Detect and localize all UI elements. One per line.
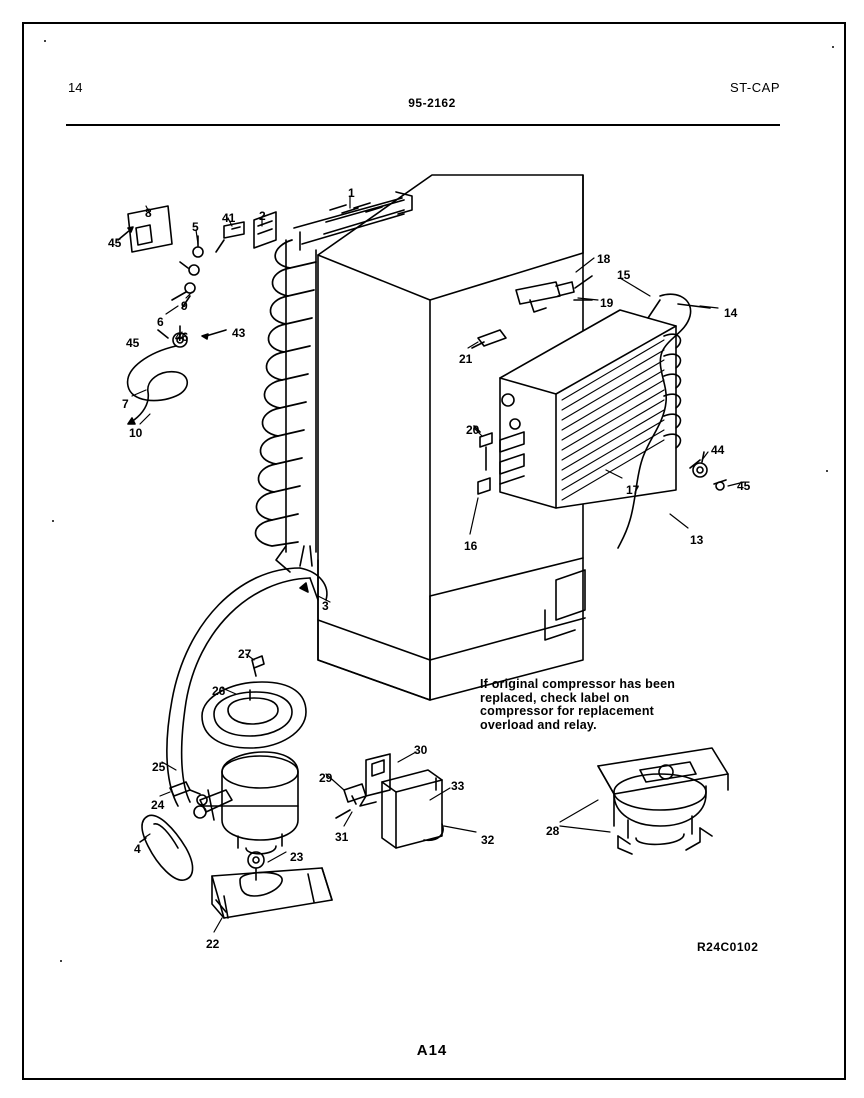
callout-2: 2 xyxy=(259,209,266,223)
callout-41: 41 xyxy=(222,211,236,225)
callout-26: 26 xyxy=(212,684,226,698)
callout-16: 16 xyxy=(464,539,478,553)
diagram-reference-code: R24C0102 xyxy=(697,940,759,954)
callout-27: 27 xyxy=(238,647,252,661)
callout-45-c: 45 xyxy=(737,479,751,493)
callout-4: 4 xyxy=(134,842,141,856)
callout-46: 46 xyxy=(175,330,189,344)
scan-speck xyxy=(832,46,834,48)
callout-1: 1 xyxy=(348,186,355,200)
callout-10: 10 xyxy=(129,426,143,440)
callout-45-b: 45 xyxy=(126,336,140,350)
callout-31: 31 xyxy=(335,830,349,844)
callout-7: 7 xyxy=(122,397,129,411)
callout-33: 33 xyxy=(451,779,465,793)
callout-6: 6 xyxy=(157,315,164,329)
callout-45-a: 45 xyxy=(108,236,122,250)
scan-speck xyxy=(826,470,828,472)
page-number-header: 14 xyxy=(68,80,83,95)
callout-32: 32 xyxy=(481,833,495,847)
scan-speck xyxy=(44,40,46,42)
callout-15: 15 xyxy=(617,268,631,282)
scan-speck xyxy=(52,520,54,522)
callout-17: 17 xyxy=(626,483,640,497)
manual-number: 95-2162 xyxy=(408,96,456,110)
callout-44: 44 xyxy=(711,443,725,457)
callout-22: 22 xyxy=(206,937,220,951)
callout-8: 8 xyxy=(145,206,152,220)
callout-24: 24 xyxy=(151,798,165,812)
callout-43: 43 xyxy=(232,326,246,340)
callout-13: 13 xyxy=(690,533,704,547)
callout-21: 21 xyxy=(459,352,473,366)
callout-14: 14 xyxy=(724,306,738,320)
section-code: ST-CAP xyxy=(730,80,780,95)
callout-19: 19 xyxy=(600,296,614,310)
callout-29: 29 xyxy=(319,771,333,785)
callout-28: 28 xyxy=(546,824,560,838)
callout-9: 9 xyxy=(181,299,188,313)
callout-25: 25 xyxy=(152,760,166,774)
footer-page-number: A14 xyxy=(416,1042,448,1059)
compressor-replacement-note: If original compressor has been replaced, check label on compressor for replacement overload and relay. xyxy=(480,677,676,732)
scan-speck xyxy=(60,960,62,962)
callout-18: 18 xyxy=(597,252,611,266)
callout-20: 20 xyxy=(466,423,480,437)
callout-3: 3 xyxy=(322,599,329,613)
callout-30: 30 xyxy=(414,743,428,757)
callout-23: 23 xyxy=(290,850,304,864)
callout-5: 5 xyxy=(192,220,199,234)
